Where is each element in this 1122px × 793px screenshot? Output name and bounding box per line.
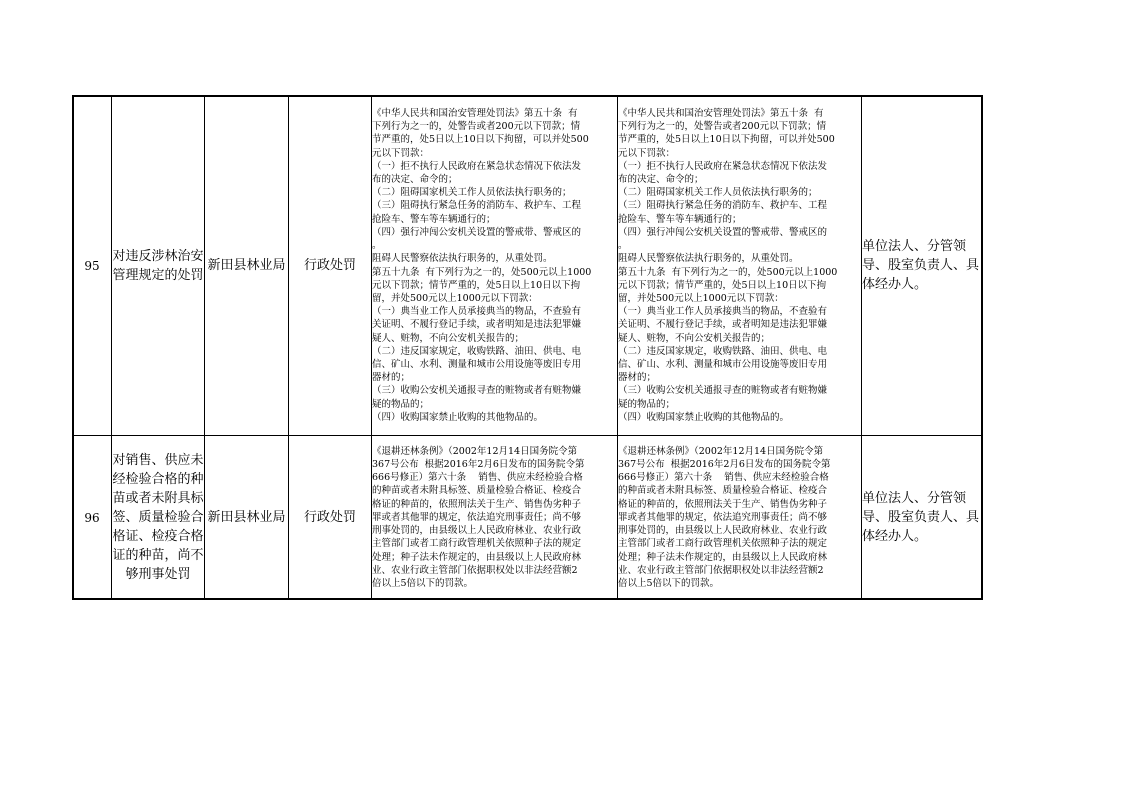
- legal-basis-line: （四）强行冲闯公安机关设置的警戒带、警戒区的: [618, 226, 828, 238]
- table-top-border: [72, 95, 983, 97]
- legal-basis-line: 关证明、不履行登记手续，或者明知是违法犯罪嫌: [372, 319, 582, 331]
- legal-basis-line: 367号公布 根据2016年2月6日发布的国务院令第: [372, 459, 585, 471]
- legal-basis-line: 元以下罚款；情节严重的，处5日以上10日以下拘: [372, 279, 581, 291]
- legal-basis-line: 疑的物品的；: [372, 398, 430, 410]
- legal-basis-line: 疑人、赃物，不向公安机关报告的；: [372, 332, 525, 344]
- category: 行政处罚: [289, 96, 372, 436]
- table-left-border: [72, 95, 74, 600]
- legal-basis-line: 格证的种苗的，依照刑法关于生产、销售伪劣种子: [618, 498, 828, 510]
- legal-basis-line: 处理；种子法未作规定的，由县级以上人民政府林: [618, 551, 828, 563]
- legal-basis-line: 格证的种苗的，依照刑法关于生产、销售伪劣种子: [372, 498, 582, 510]
- legal-basis-line: 疑人、赃物，不向公安机关报告的；: [618, 332, 771, 344]
- legal-basis-line: （二）违反国家规定，收购铁路、油田、供电、电: [618, 345, 828, 357]
- row-number: 96: [73, 436, 112, 600]
- legal-basis-line: （二）阻碍国家机关工作人员依法执行职务的；: [372, 187, 572, 199]
- legal-basis-line: 下列行为之一的，处警告或者200元以下罚款；情: [618, 121, 827, 133]
- legal-basis-line: 器材的；: [372, 372, 411, 384]
- legal-basis-line: （三）阻碍执行紧急任务的消防车、救护车、工程: [372, 200, 582, 212]
- legal-basis-line: 关证明、不履行登记手续，或者明知是违法犯罪嫌: [618, 319, 828, 331]
- legal-basis-line: （二）阻碍国家机关工作人员依法执行职务的；: [618, 187, 818, 199]
- legal-basis-line: 抢险车、警车等车辆通行的；: [618, 213, 742, 225]
- legal-basis-line: 的种苗或者未附具标签、质量检验合格证、检疫合: [372, 485, 582, 497]
- legal-basis-line: 下列行为之一的，处警告或者200元以下罚款；情: [372, 121, 581, 133]
- table-row: [73, 436, 983, 600]
- legal-basis-lines: [618, 107, 861, 424]
- legal-basis-line: 元以下罚款：: [372, 147, 430, 159]
- legal-basis-line: 主管部门或者工商行政管理机关依照种子法的规定: [618, 538, 828, 550]
- legal-basis-line: 《退耕还林条例》（2002年12月14日国务院令第: [372, 445, 578, 457]
- legal-basis-line: 刑事处罚的，由县级以上人民政府林业、农业行政: [618, 525, 828, 537]
- table-row: [73, 96, 983, 436]
- legal-basis-line: （一）拒不执行人民政府在紧急状态情况下依法发: [372, 160, 582, 172]
- legal-basis-line: 666号修正）第六十条 销售、供应未经检验合格: [372, 472, 583, 484]
- legal-basis-line: （一）拒不执行人民政府在紧急状态情况下依法发: [618, 160, 828, 172]
- legal-basis-line: 业、农业行政主管部门依据职权处以非法经营额2: [618, 564, 824, 576]
- legal-basis-line: （一）典当业工作人员承接典当的物品，不查验有: [372, 306, 582, 318]
- table-bottom-border: [72, 598, 983, 600]
- legal-basis-line: 《中华人民共和国治安管理处罚法》第五十条 有: [372, 108, 578, 120]
- legal-basis-line: 节严重的，处5日以上10日以下拘留，可以并处500: [372, 134, 589, 146]
- legal-basis-line: 布的决定、命令的；: [372, 174, 458, 186]
- legal-basis-line: （四）强行冲闯公安机关设置的警戒带、警戒区的: [372, 226, 582, 238]
- legal-basis-line: 阻碍人民警察依法执行职务的，从重处罚。: [372, 253, 553, 265]
- legal-basis-line: 367号公布 根据2016年2月6日发布的国务院令第: [618, 459, 831, 471]
- legal-basis-line: 第五十九条 有下列行为之一的，处500元以上1000: [618, 266, 838, 278]
- legal-basis-line: 刑事处罚的，由县级以上人民政府林业、农业行政: [372, 525, 582, 537]
- department: 新田县林业局: [205, 96, 289, 436]
- legal-basis-line: 抢险车、警车等车辆通行的；: [372, 213, 496, 225]
- legal-basis-line: （一）典当业工作人员承接典当的物品，不查验有: [618, 306, 828, 318]
- legal-basis-line: 留，并处500元以上1000元以下罚款：: [618, 292, 784, 304]
- department: 新田县林业局: [205, 436, 289, 600]
- legal-basis-line: 主管部门或者工商行政管理机关依照种子法的规定: [372, 538, 582, 550]
- legal-basis-line: 阻碍人民警察依法执行职务的，从重处罚。: [618, 253, 799, 265]
- legal-basis-line: 。: [372, 240, 382, 252]
- legal-basis-line: 《中华人民共和国治安管理处罚法》第五十条 有: [618, 108, 824, 120]
- duty-table: [72, 95, 983, 600]
- legal-basis-lines: [372, 445, 617, 590]
- legal-basis-line: （三）阻碍执行紧急任务的消防车、救护车、工程: [618, 200, 828, 212]
- legal-basis-line: 业、农业行政主管部门依据职权处以非法经营额2: [372, 564, 578, 576]
- legal-basis-line: 罪或者其他罪的规定，依法追究刑事责任；尚不够: [618, 511, 828, 523]
- legal-basis-line: 信、矿山、水利、测量和城市公用设施等废旧专用: [372, 358, 582, 370]
- legal-basis-line: 倍以上5倍以下的罚款。: [372, 577, 474, 589]
- legal-basis-repeat: [618, 96, 862, 436]
- item-name: 对违反涉林治安管理规定的处罚: [112, 96, 205, 436]
- legal-basis: [372, 436, 618, 600]
- legal-basis-repeat: [618, 436, 862, 600]
- responsible-persons: 单位法人、分管领导、股室负责人、具体经办人。: [862, 436, 983, 600]
- responsible-persons: 单位法人、分管领导、股室负责人、具体经办人。: [862, 96, 983, 436]
- legal-basis-line: 倍以上5倍以下的罚款。: [618, 577, 720, 589]
- legal-basis: [372, 96, 618, 436]
- legal-basis-line: （三）收购公安机关通报寻查的赃物或者有赃物嫌: [372, 385, 582, 397]
- legal-basis-line: 。: [618, 240, 628, 252]
- legal-basis-line: 处理；种子法未作规定的，由县级以上人民政府林: [372, 551, 582, 563]
- legal-basis-line: 元以下罚款：: [618, 147, 676, 159]
- legal-basis-line: 留，并处500元以上1000元以下罚款：: [372, 292, 538, 304]
- legal-basis-lines: [618, 445, 861, 590]
- legal-basis-line: 的种苗或者未附具标签、质量检验合格证、检疫合: [618, 485, 828, 497]
- table-right-border: [981, 95, 983, 600]
- legal-basis-line: 布的决定、命令的；: [618, 174, 704, 186]
- legal-basis-line: 疑的物品的；: [618, 398, 676, 410]
- legal-basis-lines: [372, 107, 617, 424]
- legal-basis-line: （三）收购公安机关通报寻查的赃物或者有赃物嫌: [618, 385, 828, 397]
- legal-basis-line: （四）收购国家禁止收购的其他物品的。: [618, 411, 790, 423]
- row-number: 95: [73, 96, 112, 436]
- legal-basis-line: 罪或者其他罪的规定，依法追究刑事责任；尚不够: [372, 511, 582, 523]
- legal-basis-line: 信、矿山、水利、测量和城市公用设施等废旧专用: [618, 358, 828, 370]
- legal-basis-line: 第五十九条 有下列行为之一的，处500元以上1000: [372, 266, 592, 278]
- category: 行政处罚: [289, 436, 372, 600]
- legal-basis-line: （四）收购国家禁止收购的其他物品的。: [372, 411, 544, 423]
- legal-basis-line: 666号修正）第六十条 销售、供应未经检验合格: [618, 472, 829, 484]
- legal-basis-line: 元以下罚款；情节严重的，处5日以上10日以下拘: [618, 279, 827, 291]
- item-name: 对销售、供应未经检验合格的种苗或者未附具标签、质量检验合格证、检疫合格证的种苗，尚不够刑事处罚: [112, 436, 205, 600]
- legal-basis-line: （二）违反国家规定，收购铁路、油田、供电、电: [372, 345, 582, 357]
- legal-basis-line: 节严重的，处5日以上10日以下拘留，可以并处500: [618, 134, 835, 146]
- legal-basis-line: 器材的；: [618, 372, 657, 384]
- legal-basis-line: 《退耕还林条例》（2002年12月14日国务院令第: [618, 445, 824, 457]
